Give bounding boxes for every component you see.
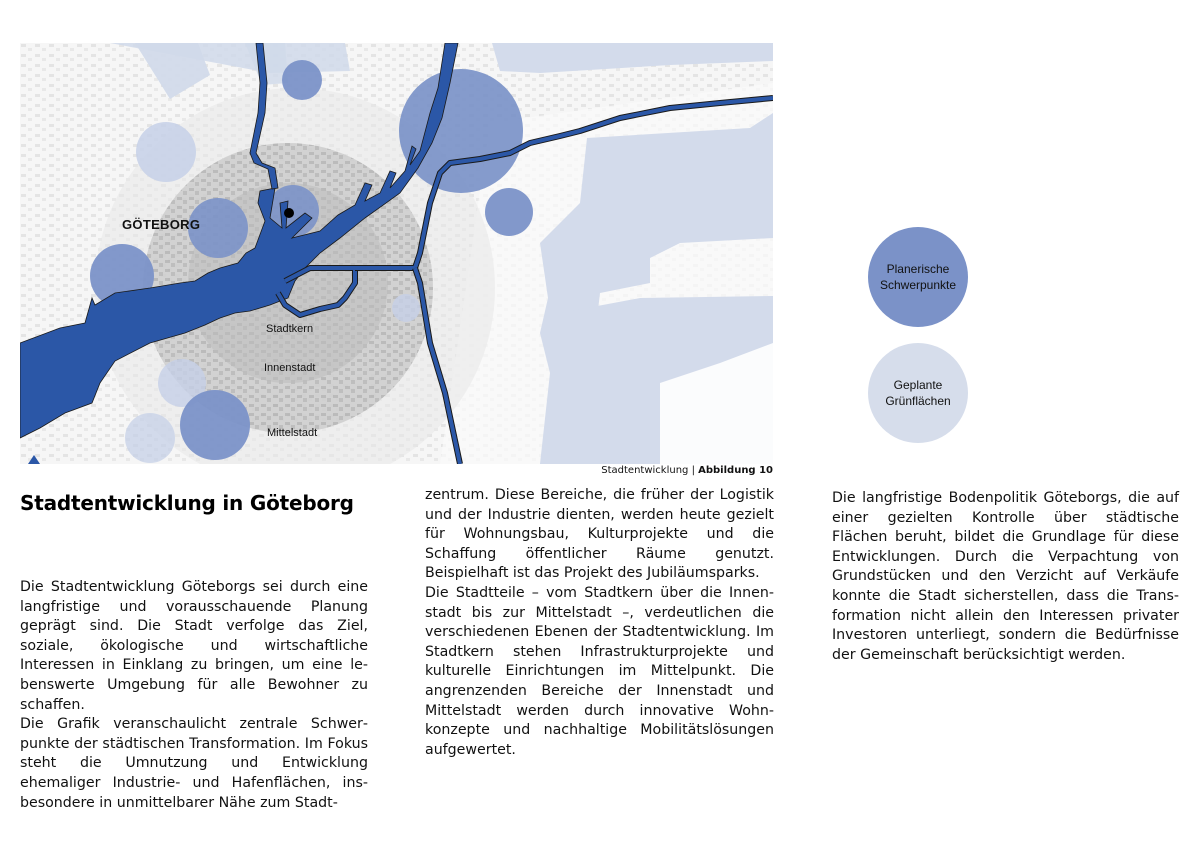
text-column-2 — [425, 486, 774, 760]
paragraph: Die langfristige Bodenpolitik Göteborgs, die auf einer gezielten Kontrolle über städtische Flächen beruht, bildet die Grundlage für diese Entwicklungen. Durch die Verpachtung von Grundstücken und den Verzicht auf Verkäufe konnte die Stadt sicherstellen, dass die Transformation nicht allein den Interessen privater Investoren unterliegt, sondern die Bedürfnisse der Gemeinschaft berücksichtigt werden. — [832, 490, 1179, 663]
paragraph: Die Stadtentwicklung Göteborgs sei durch eine langfristige und vorausschauende Planung geprägt sind. Die Stadt verfolge das Ziel, soziale, ökologische und wirtschaftliche Interessen in Einklang zu bringen, um eine lebenswerte Umgebung für alle Bewohner zu schaffen. — [20, 579, 368, 713]
legend-planning-focus — [868, 227, 968, 327]
city-development-map — [20, 43, 773, 464]
article-title: Stadtentwicklung in Göteborg — [20, 491, 354, 515]
caption-label: Abbildung 10 — [698, 465, 773, 476]
legend-label-line1: Geplante — [893, 378, 943, 392]
location-marker — [284, 208, 294, 218]
paragraph: Die Grafik veranschaulicht zentrale Schwerpunkte der städtischen Transformation. Im Fokus steht die Umnutzung und Entwicklung ehemaliger Industrie- und Hafenflächen, insbesondere in unmittelbarer Nähe zum Stadt- — [20, 716, 368, 811]
text-column-1 — [20, 578, 368, 813]
legend-label-line2: Grünflächen — [885, 394, 951, 408]
planning-focus-circle — [282, 60, 322, 100]
legend-label-line2: Schwerpunkte — [879, 278, 957, 292]
legend-green-areas — [868, 343, 968, 443]
map-graphic — [20, 43, 773, 464]
map-label-mittelstadt: Mittelstadt — [267, 427, 318, 439]
legend-label-line1: Planerische — [886, 262, 950, 276]
map-label-innenstadt: Innenstadt — [264, 362, 316, 374]
green-area-circle — [392, 294, 420, 322]
text-column-3 — [832, 489, 1179, 665]
paragraph: zentrum. Diese Bereiche, die früher der Logistik und der Industrie dienten, werden heute gezielt für Wohnungsbau, Kulturprojekte und die Schaffung öffentlicher Räume genutzt. Beispielhaft ist das Projekt des Jubiläumsparks. — [425, 487, 774, 582]
planning-focus-circle — [485, 188, 533, 236]
planning-focus-circle — [399, 69, 523, 193]
caption-prefix: Stadtentwicklung | — [601, 465, 699, 476]
paragraph: Die Stadtteile – vom Stadtkern über die Innenstadt bis zur Mittelstadt –, verdeutlichen die verschiedenen Ebenen der Stadtentwicklung. Im Stadtkern stehen Infrastrukturprojekte und kulturelle Einrichtungen im Mittelpunkt. Die angrenzenden Bereiche der Innenstadt und Mittelstadt werden durch innovative Wohnkonzepte und nachhaltige Mobilitätslösungen aufgewertet. — [425, 584, 774, 758]
map-label-city: GÖTEBORG — [122, 217, 201, 232]
map-label-stadtkern: Stadtkern — [266, 323, 314, 335]
figure-caption — [601, 465, 773, 476]
green-area-circle — [125, 413, 175, 463]
planning-focus-circle — [180, 390, 250, 460]
green-area-circle — [136, 122, 196, 182]
